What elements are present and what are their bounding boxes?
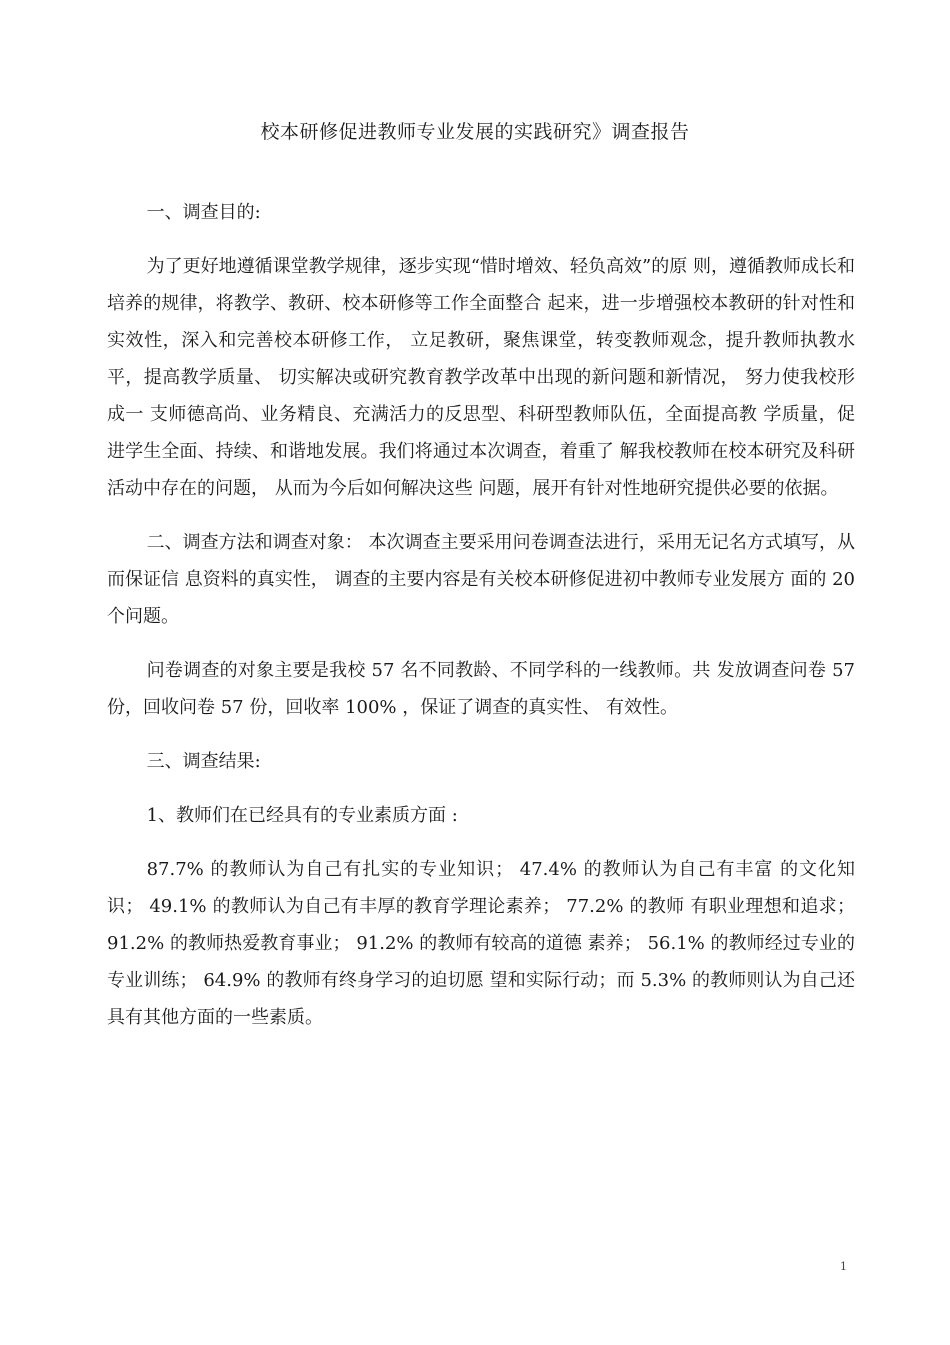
paragraph-results-1: 87.7% 的教师认为自己有扎实的专业知识； 47.4% 的教师认为自己有丰富 的文化知识； 49.1% 的教师认为自己有丰厚的教育学理论素养； 77.2% 的教师 有职业理想和追求； 91.2% 的教师热爱教育事业； 91.2% 的教师有较高的道德 素养； 56.1% 的教师经过专业的专业训练； 64.9% 的教师有终身学习的迫切愿 望和实际行动；而 5.3% 的教师则认为自己还具有其他方面的一些素质。: [107, 859, 855, 1028]
results-subheading-1: 1、教师们在已经具有的专业素质方面 :: [146, 805, 458, 826]
page-number: 1: [840, 1260, 847, 1273]
section-heading-purpose: 一、调查目的:: [146, 202, 261, 223]
document-body: [107, 194, 855, 1036]
paragraph-survey-subjects: 问卷调查的对象主要是我校 57 名不同教龄、不同学科的一线教师。共 发放调查问卷 57 份，回收问卷 57 份，回收率 100% ，保证了调查的真实性、 有效性。: [107, 660, 855, 718]
paragraph-method-and-subjects: 二、调查方法和调查对象： 本次调查主要采用问卷调查法进行，采用无记名方式填写，从而保证信 息资料的真实性， 调查的主要内容是有关校本研修促进初中教师专业发展方 面的 20 个问题。: [107, 532, 855, 627]
document-title: 校本研修促进教师专业发展的实践研究》调查报告: [260, 121, 690, 143]
paragraph-purpose-text: 为了更好地遵循课堂教学规律，逐步实现“惜时增效、轻负高效”的原 则，遵循教师成长和培养的规律，将教学、教研、校本研修等工作全面整合 起来，进一步增强校本教研的针对性和实效性，深入和完善校本研修工作， 立足教研，聚焦课堂，转变教师观念，提升教师执教水平，提高教学质量、 切实解决或研究教育教学改革中出现的新问题和新情况， 努力使我校形成一 支师德高尚、业务精良、充满活力的反思型、科研型教师队伍，全面提高教 学质量，促进学生全面、持续、和谐地发展。我们将通过本次调查，着重了 解我校教师在校本研究及科研活动中存在的问题， 从而为今后如何解决这些 问题，展开有针对性地研究提供必要的依据。: [107, 256, 855, 499]
section-heading-results: 三、调查结果:: [146, 751, 261, 772]
